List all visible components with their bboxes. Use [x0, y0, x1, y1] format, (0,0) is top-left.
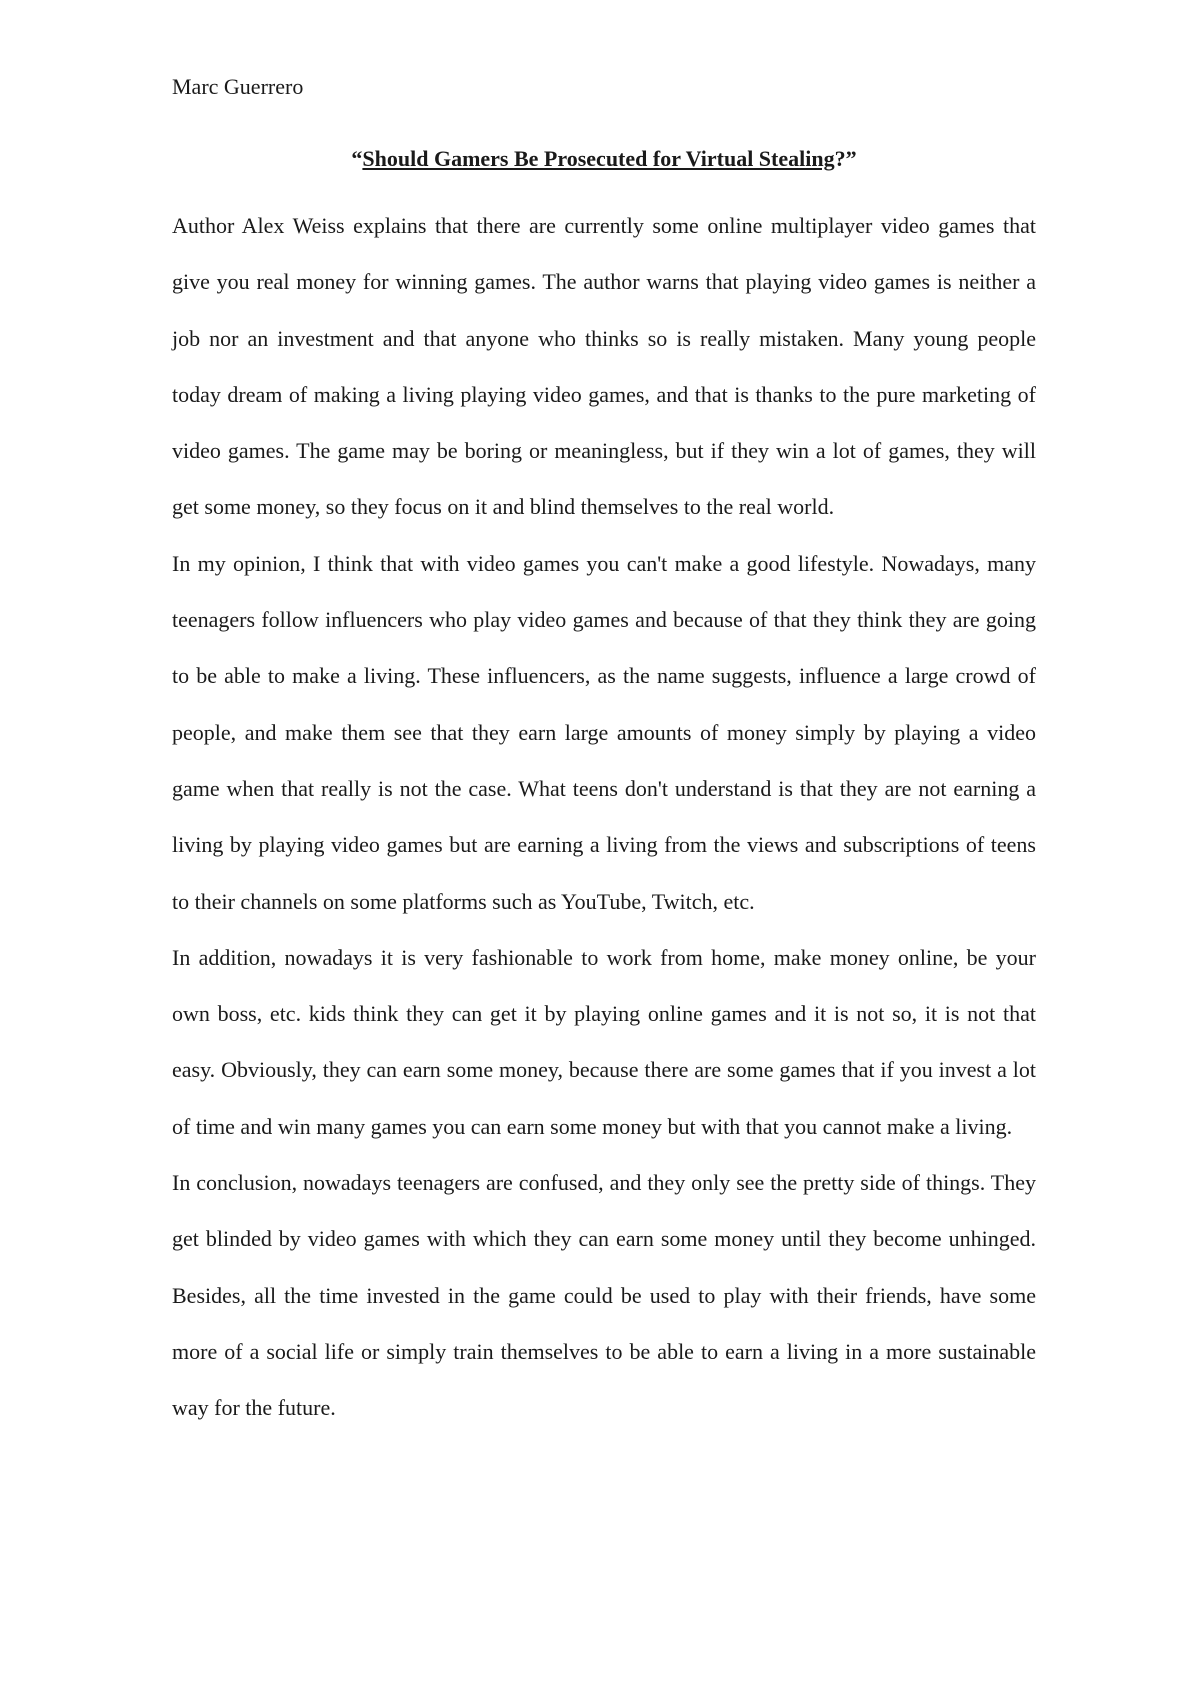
paragraph-opinion: In my opinion, I think that with video games you can't make a good lifestyle. Nowadays, many teenagers follow influencers who play video games and because of that they think they are going to be able to make a living. These influencers, as the name suggests, influence a large crowd of people, and make them see that they earn large amounts of money simply by playing a video game when that really is not the case. What teens don't understand is that they are not earning a living by playing video games but are earning a living from the views and subscriptions of teens to their channels on some platforms such as YouTube, Twitch, etc.: [172, 550, 1036, 914]
title-open-quote: “: [351, 146, 363, 171]
essay-body: [172, 198, 1036, 1437]
author-name: Marc Guerrero: [172, 74, 304, 99]
paragraph-conclusion: In conclusion, nowadays teenagers are confused, and they only see the pretty side of things. They get blinded by video games with which they can earn some money until they become unhinged. Besides, all the time invested in the game could be used to play with their friends, have some more of a social life or simply train themselves to be able to earn a living in a more sustainable way for the future.: [172, 1170, 1036, 1421]
title-text: Should Gamers Be Prosecuted for Virtual Stealing: [362, 146, 835, 171]
paragraph-addition: In addition, nowadays it is very fashionable to work from home, make money online, be your own boss, etc. kids think they can get it by playing online games and it is not so, it is not that easy. Obviously, they can earn some money, because there are some games that if you invest a lot of time and win many games you can earn some money but with that you cannot make a living.: [172, 944, 1036, 1139]
paragraph-summary: Author Alex Weiss explains that there are currently some online multiplayer video games that give you real money for winning games. The author warns that playing video games is neither a job nor an investment and that anyone who thinks so is really mistaken. Many young people today dream of making a living playing video games, and that is thanks to the pure marketing of video games. The game may be boring or meaningless, but if they win a lot of games, they will get some money, so they focus on it and blind themselves to the real world.: [172, 213, 1036, 520]
title-close: ?”: [834, 146, 857, 171]
essay-title: [172, 144, 1036, 174]
